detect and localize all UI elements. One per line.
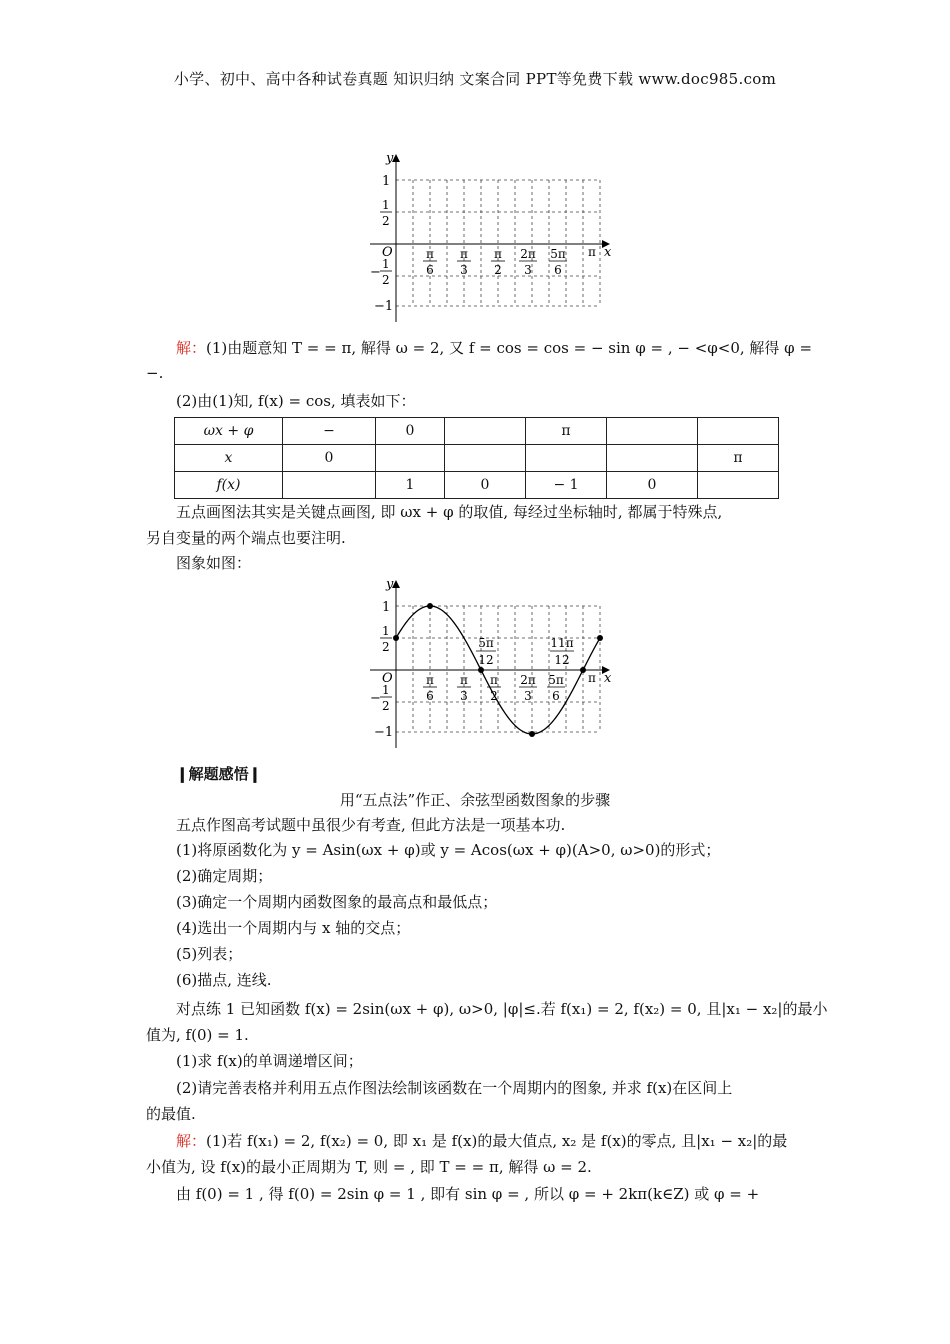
insight-heading: 用“五点法”作正、余弦型函数图象的步骤 bbox=[339, 791, 611, 809]
page-header: 小学、初中、高中各种试卷真题 知识归纳 文案合同 PPT等免费下载 www.doc985.com bbox=[173, 70, 777, 88]
step-item: (5)列表； bbox=[176, 945, 243, 963]
x-tick-pi2-den: 2 bbox=[490, 689, 498, 703]
curve-point bbox=[597, 635, 603, 641]
x-tick-11pi12-num: 11π bbox=[550, 636, 574, 650]
y-tick-half-den: 2 bbox=[382, 640, 390, 654]
exercise-q2b: 的最值. bbox=[146, 1105, 196, 1123]
table-row bbox=[175, 445, 779, 472]
x-tick-pi6-num: π bbox=[426, 247, 434, 261]
table-cell bbox=[445, 418, 526, 445]
table-cell bbox=[376, 445, 445, 472]
value-table bbox=[174, 417, 779, 499]
table-cell: − bbox=[283, 418, 376, 445]
step-item: (1)将原函数化为 y = Asin(ωx + φ)或 y = Acos(ωx + φ)(A>0, ω>0)的形式； bbox=[176, 841, 721, 859]
table-cell: 1 bbox=[376, 472, 445, 499]
solution-label: 解： bbox=[176, 339, 207, 357]
y-tick-neghalf-num: 1 bbox=[382, 683, 390, 697]
solution2-line-2: 小值为, 设 f(x)的最小正周期为 T, 则 = , 即 T = = π, 解得 ω = 2. bbox=[146, 1158, 592, 1176]
y-tick-neghalf-num: 1 bbox=[382, 257, 390, 271]
curve-point bbox=[427, 603, 433, 609]
solution2-label: 解： bbox=[176, 1132, 207, 1150]
step-item: (3)确定一个周期内函数图象的最高点和最低点； bbox=[176, 893, 498, 911]
x-tick-2pi3-num: 2π bbox=[520, 673, 536, 687]
exercise-q2a: (2)请完善表格并利用五点作图法绘制该函数在一个周期内的图象, 并求 f(x)在区间上 bbox=[176, 1079, 733, 1097]
table-cell: f(x) bbox=[175, 472, 283, 499]
exercise-q1: (1)求 f(x)的单调递增区间； bbox=[176, 1052, 363, 1070]
x-tick-pi: π bbox=[588, 245, 596, 259]
y-axis-label: y bbox=[386, 577, 394, 592]
table-cell: 0 bbox=[445, 472, 526, 499]
y-tick-neghalf-den: 2 bbox=[382, 273, 390, 287]
x-tick-pi3-den: 3 bbox=[460, 689, 468, 703]
y-tick-neg-sign: − bbox=[370, 691, 381, 706]
x-tick-5pi12-den: 12 bbox=[478, 653, 494, 667]
solution-line-1 bbox=[176, 336, 836, 360]
x-axis-label: x bbox=[604, 245, 612, 260]
x-tick-pi6-den: 6 bbox=[426, 689, 434, 703]
curve-point bbox=[580, 667, 586, 673]
table-cell: π bbox=[526, 418, 607, 445]
x-axis-label: x bbox=[604, 671, 612, 686]
y-tick-half-num: 1 bbox=[382, 624, 390, 638]
table-cell bbox=[698, 472, 779, 499]
insight-intro: 五点作图高考试题中虽很少有考查, 但此方法是一项基本功. bbox=[176, 816, 566, 834]
solution-line-3: (2)由(1)知, f(x) = cos, 填表如下： bbox=[176, 392, 416, 410]
x-tick-pi2-den: 2 bbox=[494, 263, 502, 277]
insight-title: ❙解题感悟❙ bbox=[176, 765, 262, 783]
x-tick-pi3-num: π bbox=[460, 673, 468, 687]
table-row bbox=[175, 472, 779, 499]
exercise-line-1: 对点练 1 已知函数 f(x) = 2sin(ωx + φ), ω>0, |φ|≤.若 f(x₁) = 2, f(x₂) = 0, 且|x₁ − x₂|的最小 bbox=[176, 1000, 828, 1018]
table-cell: 0 bbox=[607, 472, 698, 499]
curve-point bbox=[393, 635, 399, 641]
table-cell bbox=[607, 445, 698, 472]
table-cell: π bbox=[698, 445, 779, 472]
x-tick-5pi6-num: 5π bbox=[550, 247, 566, 261]
table-cell: 0 bbox=[283, 445, 376, 472]
y-tick-1: 1 bbox=[382, 174, 391, 189]
blank-grid-graph bbox=[360, 150, 620, 328]
x-tick-5pi6-den: 6 bbox=[554, 263, 562, 277]
origin-label: O bbox=[382, 245, 393, 260]
table-cell: − 1 bbox=[526, 472, 607, 499]
curve-point bbox=[478, 667, 484, 673]
table-row bbox=[175, 418, 779, 445]
solution2-line-3: 由 f(0) = 1 , 得 f(0) = 2sin φ = 1 , 即有 sin φ = , 所以 φ = + 2kπ(k∈Z) 或 φ = + bbox=[176, 1185, 760, 1203]
note-line-2: 另自变量的两个端点也要注明. bbox=[146, 529, 346, 547]
x-tick-2pi3-den: 3 bbox=[524, 689, 532, 703]
table-cell bbox=[698, 418, 779, 445]
table-cell bbox=[283, 472, 376, 499]
step-item: (2)确定周期； bbox=[176, 867, 273, 885]
table-cell: ωx + φ bbox=[175, 418, 283, 445]
origin-label: O bbox=[382, 671, 393, 686]
x-tick-5pi12-num: 5π bbox=[478, 636, 494, 650]
step-item: (4)选出一个周期内与 x 轴的交点； bbox=[176, 919, 411, 937]
solution2-line-1 bbox=[176, 1129, 836, 1153]
x-tick-pi6-den: 6 bbox=[426, 263, 434, 277]
table-cell bbox=[526, 445, 607, 472]
y-axis-label: y bbox=[386, 151, 394, 166]
step-item: (6)描点, 连线. bbox=[176, 971, 272, 989]
solution-text-1: (1)由题意知 T = = π, 解得 ω = 2, 又 f = cos = cos = − sin φ = , − <φ<0, 解得 φ = bbox=[206, 339, 813, 357]
y-tick-neg1: −1 bbox=[374, 299, 394, 314]
table-cell bbox=[445, 445, 526, 472]
note-line-1: 五点画图法其实是关键点画图, 即 ωx + φ 的取值, 每经过坐标轴时, 都属于特殊点, bbox=[176, 503, 723, 521]
y-tick-half-den: 2 bbox=[382, 214, 390, 228]
x-tick-2pi3-den: 3 bbox=[524, 263, 532, 277]
x-tick-pi2-num: π bbox=[490, 673, 498, 687]
table-cell: x bbox=[175, 445, 283, 472]
x-tick-pi6-num: π bbox=[426, 673, 434, 687]
curve-point bbox=[529, 731, 535, 737]
table-cell bbox=[607, 418, 698, 445]
y-tick-neg1: −1 bbox=[374, 725, 394, 740]
y-tick-neghalf-den: 2 bbox=[382, 699, 390, 713]
x-tick-11pi12-den: 12 bbox=[554, 653, 570, 667]
graph-caption: 图象如图： bbox=[176, 554, 252, 572]
exercise-line-2: 值为, f(0) = 1. bbox=[146, 1026, 249, 1044]
y-tick-1: 1 bbox=[382, 600, 391, 615]
solution-line-2: −. bbox=[146, 364, 164, 382]
x-tick-2pi3-num: 2π bbox=[520, 247, 536, 261]
x-tick-pi3-den: 3 bbox=[460, 263, 468, 277]
solution2-text-1: (1)若 f(x₁) = 2, f(x₂) = 0, 即 x₁ 是 f(x)的最大值点, x₂ 是 f(x)的零点, 且|x₁ − x₂|的最 bbox=[206, 1132, 788, 1150]
table-cell: 0 bbox=[376, 418, 445, 445]
x-tick-pi2-num: π bbox=[494, 247, 502, 261]
y-tick-half-num: 1 bbox=[382, 198, 390, 212]
x-tick-5pi6-den: 6 bbox=[552, 689, 560, 703]
insight-title-text: 解题感悟 bbox=[188, 765, 249, 783]
x-tick-5pi6-num: 5π bbox=[548, 673, 564, 687]
y-tick-neg-sign: − bbox=[370, 265, 381, 280]
x-tick-pi3-num: π bbox=[460, 247, 468, 261]
x-tick-pi: π bbox=[588, 671, 596, 685]
cosine-graph bbox=[360, 574, 620, 754]
